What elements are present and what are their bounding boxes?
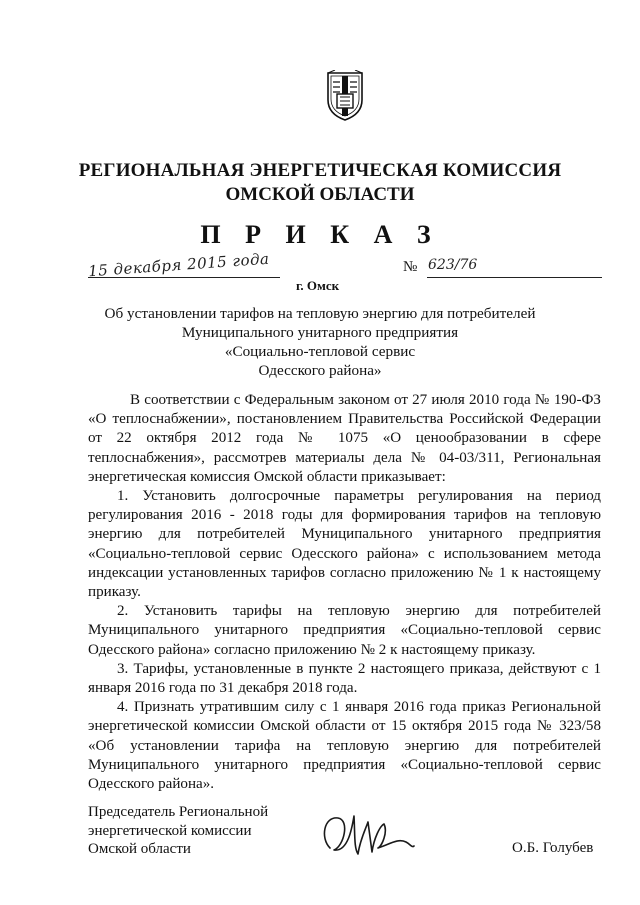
org-name-line2: ОМСКОЙ ОБЛАСТИ (225, 184, 415, 205)
order-body (88, 391, 601, 794)
subject-line: Одесского района» (258, 362, 382, 379)
order-item: 3. Тарифы, установленные в пункте 2 настоящего приказа, действуют с 1 января 2016 года по 31 декабря 2018 года. (88, 660, 601, 697)
org-name-line1: РЕГИОНАЛЬНАЯ ЭНЕРГЕТИЧЕСКАЯ КОМИССИЯ (78, 160, 562, 181)
subject-line: Об установлении тарифов на тепловую энергию для потребителей (104, 305, 536, 322)
order-item: 2. Установить тарифы на тепловую энергию для потребителей Муниципального унитарного предприятия «Социально-тепловой сервис Одесского района» согласно приложению № 2 к настоящему приказу. (88, 603, 601, 658)
signer-name: О.Б. Голубев (512, 840, 594, 856)
subject-line: Муниципального унитарного предприятия (181, 324, 459, 341)
order-item: 1. Установить долгосрочные параметры регулирования на период регулирования 2016 - 2018 годы для формирования тарифов на тепловую энергию для потребителей Муниципального унитарного предприятия «Социально-тепловой сервис Одесского района» с использованием метода индексации установленных тарифов согласно приложению № 1 к настоящему приказу. (88, 488, 601, 601)
handwritten-signature (318, 808, 418, 863)
order-items (88, 487, 601, 794)
preamble-paragraph: В соответствии с Федеральным законом от 27 июля 2010 года № 190-ФЗ «О теплоснабжении», постановлением Правительства Российской Федерации от 22 октября 2012 года № 1075 «О ценообразовании в сфере теплоснабжения», рассмотрев материалы дела № 04-03/311, Региональная энергетическая комиссия Омской области приказывает: (88, 392, 601, 485)
date-underline (88, 277, 280, 278)
handwritten-number: 623/76 (428, 257, 478, 273)
number-label: № (403, 259, 418, 275)
position-line: Омской области (88, 841, 191, 857)
document-type-title: П Р И К А З (200, 220, 440, 249)
order-item: 4. Признать утратившим силу с 1 января 2016 года приказ Региональной энергетической комиссии Омской области от 15 октября 2015 года № 323/58 «Об установлении тарифа на тепловую энергию для потребителей Муниципального унитарного предприятия «Социально-тепловой сервис Одесского района». (88, 699, 601, 793)
number-underline (427, 277, 602, 278)
coat-of-arms-icon (325, 70, 365, 122)
position-line: Председатель Региональной (88, 804, 269, 820)
handwritten-date: 15 декабря 2015 года (87, 249, 271, 281)
city-label: г. Омск (296, 278, 340, 293)
subject-line: «Социально-тепловой сервис (224, 343, 416, 360)
position-line: энергетической комиссии (88, 822, 252, 839)
signatory-position (88, 803, 268, 859)
